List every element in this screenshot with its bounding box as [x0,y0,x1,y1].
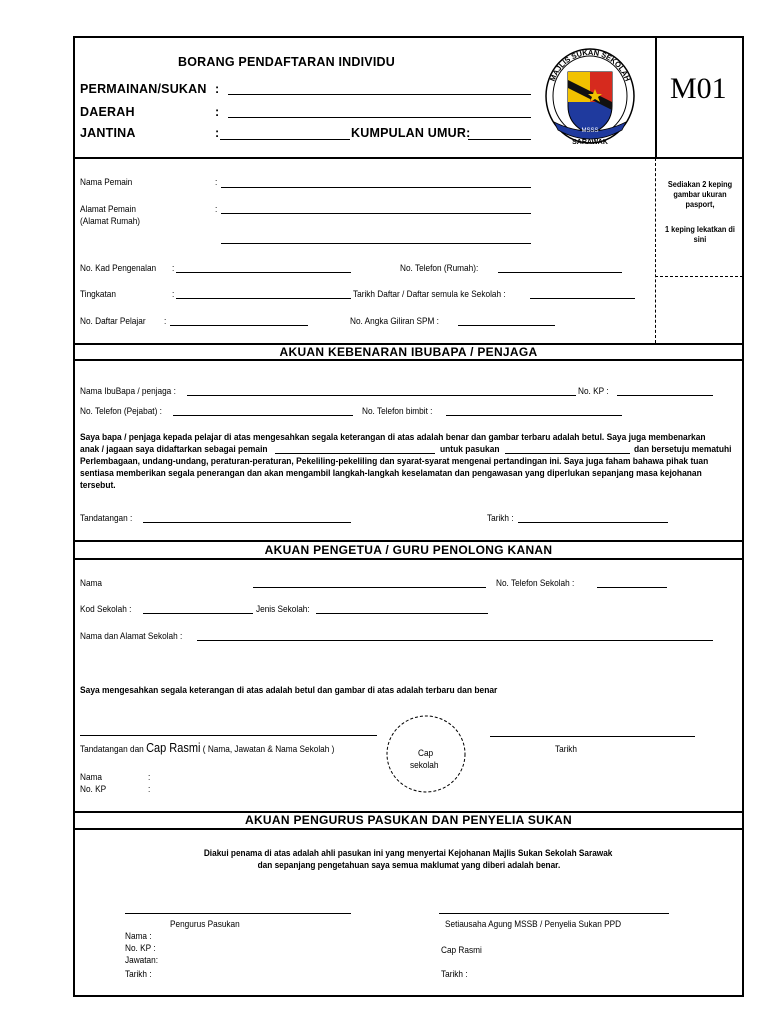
principal-name-field[interactable] [253,587,486,588]
gender-label: JANTINA [80,126,136,140]
manager-section-title: AKUAN PENGURUS PASUKAN DAN PENYELIA SUKAN [245,813,572,827]
parent-declaration-3: Perlembagaan, undang-undang, peraturan-peraturan, Pekeliling-pekeliling dan syarat-syarat mengenai pertandingan ini. Saya juga faham bahawa pihak tuan [80,455,709,466]
team-manager-signature-field[interactable] [125,913,351,914]
ic-label: No. Kad Pengenalan [80,262,157,273]
form-code: M01 [670,72,727,105]
secretary-signature-field[interactable] [439,913,669,914]
parent-kp-label: No. KP : [578,385,609,396]
principal-date-field[interactable] [490,736,695,737]
parent-declaration-2b: untuk pasukan [440,443,500,454]
player-name-label: Nama Pemain [80,176,133,187]
parent-section-title: AKUAN KEBENARAN IBUBAPA / PENJAGA [279,345,538,359]
parent-declaration-4: sentiasa memberikan segala penerangan dan akan mengambil langkah-langkah keselamatan dan pengawasan yang diperlukan sepanjang masa kejohanan [80,467,702,478]
age-group-label: KUMPULAN UMUR: [351,126,471,140]
parent-signature-label: Tandatangan : [80,512,133,523]
school-type-label: Jenis Sekolah: [256,603,310,614]
divider-principal-top [73,540,744,542]
photo-note-2: 1 keping lekatkan di sini [665,225,735,244]
divider-principal-title [73,558,744,560]
secretary-stamp-label: Cap Rasmi [441,944,482,955]
school-address-field[interactable] [197,640,713,641]
age-group-field[interactable] [468,139,531,140]
parent-date-label: Tarikh : [487,512,514,523]
ic-field[interactable] [176,272,351,273]
stamp-line-2: sekolah [410,759,439,770]
player-address-field-1[interactable] [221,213,531,214]
official-stamp-text: Cap Rasmi [146,741,201,755]
student-no-field[interactable] [170,325,308,326]
school-type-field[interactable] [316,613,488,614]
gender-field[interactable] [220,139,350,140]
school-phone-label: No. Telefon Sekolah : [496,577,575,588]
manager-statement-2: dan sepanjang pengetahuan saya semua maklumat yang diberi adalah benar. [257,859,560,870]
student-no-label: No. Daftar Pelajar [80,315,146,326]
secretary-date-label: Tarikh : [441,968,468,979]
parent-date-field[interactable] [518,522,668,523]
parent-name-field[interactable] [187,395,576,396]
divider-header [73,157,744,159]
level-field[interactable] [176,298,351,299]
principal-section-title: AKUAN PENGETUA / GURU PENOLONG KANAN [264,543,553,557]
register-date-field[interactable] [530,298,635,299]
photo-note: Sediakan 2 keping gambar ukuran pasport, [667,180,733,209]
form-title: BORANG PENDAFTARAN INDIVIDU [178,55,395,69]
mobile-label: No. Telefon bimbit : [362,405,433,416]
divider-parent-title [73,359,744,361]
code-box-divider [655,36,657,158]
parent-signature-field[interactable] [143,522,351,523]
sport-field[interactable] [228,94,531,95]
player-address-sub: (Alamat Rumah) [80,215,141,226]
secretary-label: Setiausaha Agung MSSB / Penyelia Sukan PPD [445,918,622,929]
parent-name-label: Nama IbuBapa / penjaga : [80,385,176,396]
manager-statement-1: Diakui penama di atas adalah ahli pasukan ini yang menyertai Kejohanan Majlis Sukan Sekolah Sarawak [204,847,613,858]
principal-signature-label: Tandatangan dan Cap Rasmi ( Nama, Jawatan & Nama Sekolah ) [80,741,335,755]
manager-date-label: Tarikh : [125,968,152,979]
svg-text:SARAWAK: SARAWAK [572,139,608,146]
school-phone-field[interactable] [597,587,667,588]
player-sport-field[interactable] [275,453,435,454]
player-address-field-2[interactable] [221,243,531,244]
mobile-field[interactable] [446,415,622,416]
team-field[interactable] [505,453,630,454]
spm-field[interactable] [458,325,555,326]
principal-nama-label: Nama [80,771,103,782]
district-label: DAERAH [80,105,135,119]
manager-kp-label: No. KP : [125,942,156,953]
player-name-field[interactable] [221,187,531,188]
principal-kp-label: No. KP [80,783,107,794]
spm-label: No. Angka Giliran SPM : [350,315,439,326]
principal-declaration: Saya mengesahkan segala keterangan di atas adalah betul dan gambar di atas adalah terbaru dan benar [80,684,498,695]
principal-signature-field[interactable] [80,735,377,736]
team-manager-label: Pengurus Pasukan [170,918,240,929]
sport-label: PERMAINAN/SUKAN [80,82,207,96]
register-date-label: Tarikh Daftar / Daftar semula ke Sekolah : [353,288,506,299]
school-code-field[interactable] [143,613,253,614]
parent-kp-field[interactable] [617,395,713,396]
principal-name-label: Nama [80,577,103,588]
school-code-label: Kod Sekolah : [80,603,132,614]
phone-home-field[interactable] [498,272,622,273]
office-phone-label: No. Telefon (Pejabat) : [80,405,162,416]
school-address-label: Nama dan Alamat Sekolah : [80,630,183,641]
parent-declaration-1: Saya bapa / penjaga kepada pelajar di atas mengesahkan segala keterangan di atas adalah benar dan gambar terbaru adalah betul. Saya juga membenarkan [80,431,706,442]
parent-declaration-5: tersebut. [80,479,116,490]
mss-sarawak-logo-icon [540,44,640,152]
office-phone-field[interactable] [173,415,353,416]
photo-box-divider [655,276,743,277]
manager-name-label: Nama : [125,930,152,941]
principal-date-label: Tarikh [555,743,578,754]
parent-declaration-2c: dan bersetuju mematuhi [634,443,732,454]
stamp-line-1: Cap [418,747,434,758]
svg-text:MSSS: MSSS [581,128,599,134]
svg-text:MAJLIS SUKAN SEKOLAH: MAJLIS SUKAN SEKOLAH [547,47,633,83]
divider-manager-title [73,828,744,830]
manager-position-label: Jawatan: [125,954,159,965]
parent-declaration-2a: anak / jagaan saya didaftarkan sebagai pemain [80,443,268,454]
level-label: Tingkatan [80,288,116,299]
player-address-label: Alamat Pemain [80,203,136,214]
district-field[interactable] [228,117,531,118]
phone-home-label: No. Telefon (Rumah): [400,262,479,273]
